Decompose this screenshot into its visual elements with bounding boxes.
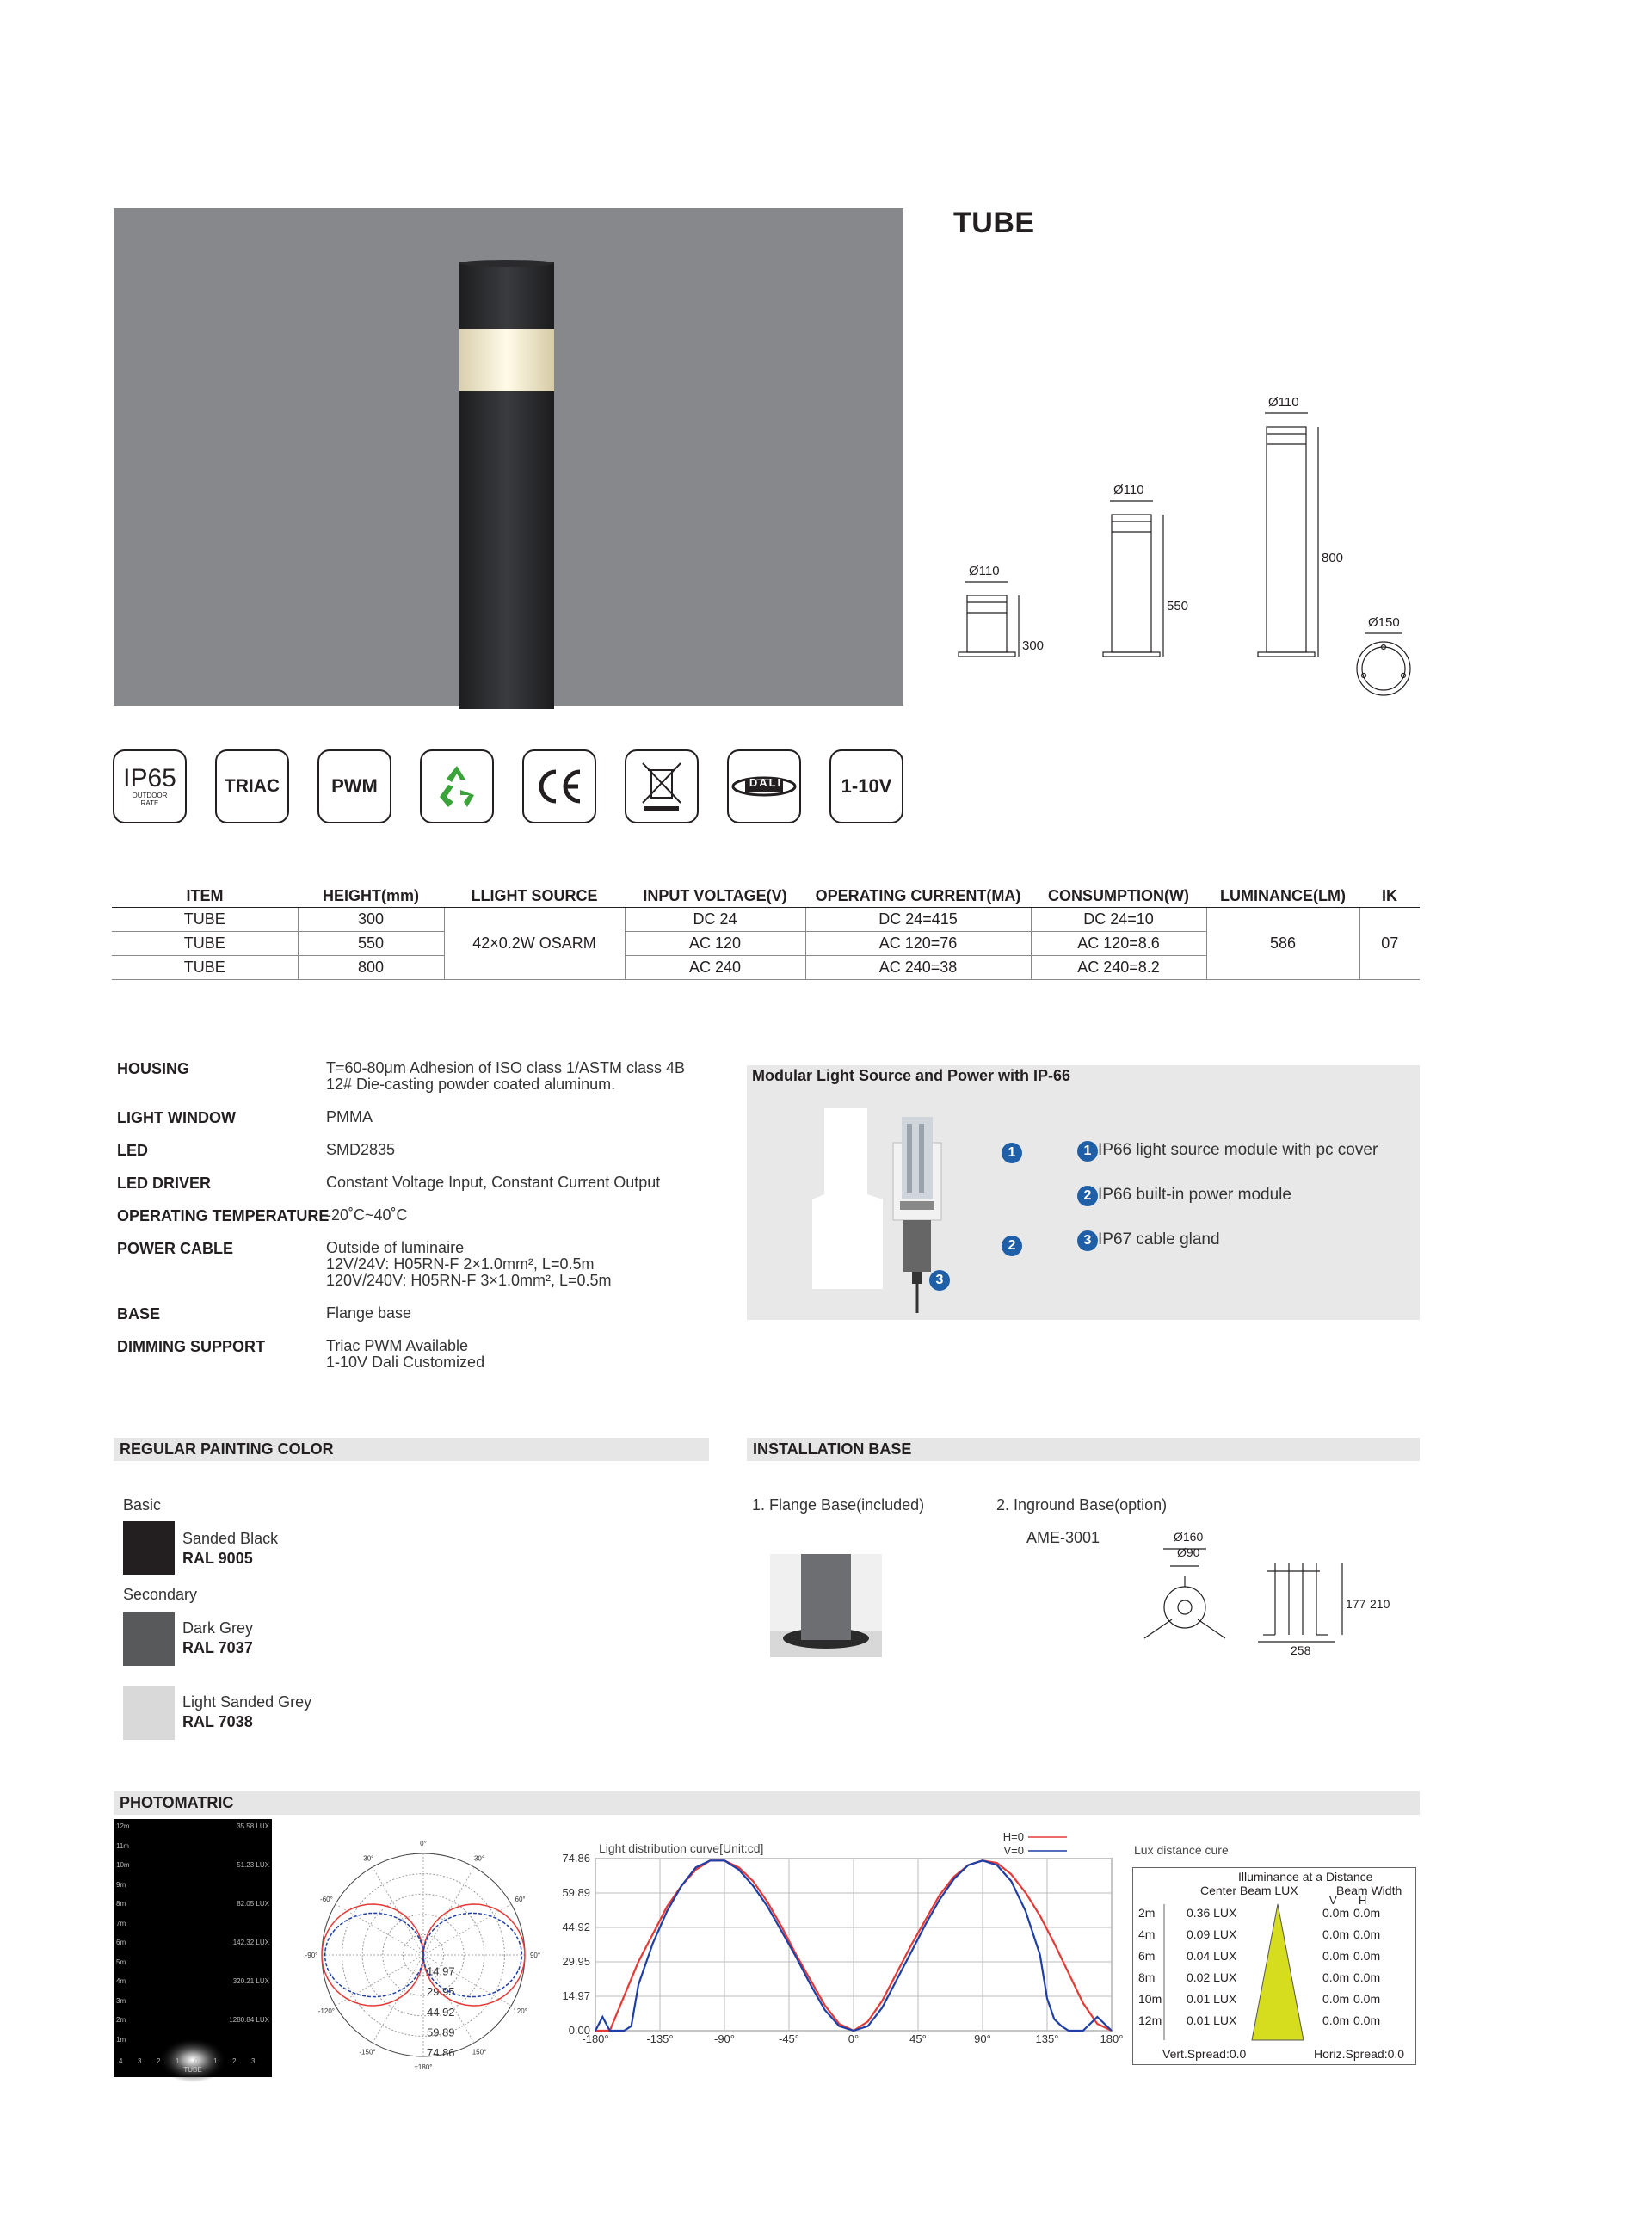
color-swatch-black xyxy=(123,1521,175,1575)
polar-ring-label: 74.86 xyxy=(427,2046,455,2059)
spec-value: Constant Voltage Input, Constant Current Output xyxy=(326,1174,661,1191)
col-item: ITEM xyxy=(112,885,298,908)
inground-model: AME-3001 xyxy=(1026,1529,1100,1546)
polar-angle-label: 120° xyxy=(513,2007,527,2015)
polar-spoke xyxy=(423,1904,511,1955)
isolux-x-label: 1 xyxy=(213,2057,218,2065)
module-panel xyxy=(747,1065,1420,1320)
isolux-row-label: 3m xyxy=(116,1996,126,2005)
polar-angle-label: -120° xyxy=(317,2007,336,2015)
polar-angle-label: -90° xyxy=(305,1952,318,1959)
spec-label: HOUSING xyxy=(117,1060,190,1077)
lux-head3: Beam Width xyxy=(1336,1884,1402,1897)
module-illustration xyxy=(798,1100,988,1315)
lux-row-value: 0.01 LUX xyxy=(1187,1992,1237,2006)
spec-label: OPERATING TEMPERATURE xyxy=(117,1207,330,1224)
chart-x-tick: -180° xyxy=(582,2032,609,2045)
lux-cone-svg xyxy=(1133,1868,1417,2066)
polar-ring-label: 29.95 xyxy=(427,1985,455,1999)
polar-chart xyxy=(303,1840,544,2071)
polar-spoke xyxy=(336,1955,423,2006)
chart-x-tick: 180° xyxy=(1100,2032,1124,2045)
painting-section-title: REGULAR PAINTING COLOR xyxy=(114,1438,709,1461)
polar-ring-label: 14.97 xyxy=(427,1964,455,1978)
dimension-drawings xyxy=(946,379,1463,723)
lux-distance-table xyxy=(1132,1867,1416,2065)
ce-mark-svg xyxy=(532,765,587,808)
lux-row-h: 0.0m xyxy=(1353,1927,1381,1941)
cell-current: AC 240=38 xyxy=(805,956,1031,980)
flange-base-image xyxy=(770,1554,882,1657)
col-current: OPERATING CURRENT(MA) xyxy=(805,885,1031,908)
isolux-x-label: 0 xyxy=(194,2057,199,2065)
spec-value: T=60-80μm Adhesion of ISO class 1/ASTM class 4B 12# Die-casting powder coated aluminum. xyxy=(326,1059,686,1093)
isolux-row-label: 10m xyxy=(116,1861,130,1869)
chart-x-tick: 135° xyxy=(1035,2032,1059,2045)
inground-w258: 258 xyxy=(1291,1643,1311,1657)
module-item-num: 1 xyxy=(1077,1141,1098,1162)
polar-angle-label: 150° xyxy=(472,2048,487,2056)
color-swatch-dark-grey xyxy=(123,1612,175,1666)
isolux-x-label: 4 xyxy=(119,2057,123,2065)
lux-row-distance: 10m xyxy=(1138,1992,1162,2006)
cell-height: 300 xyxy=(298,908,444,932)
chart-y-tick: 14.97 xyxy=(562,1989,590,2002)
cell-consumption: DC 24=10 xyxy=(1031,908,1206,932)
dim-base-diameter: Ø150 xyxy=(1368,615,1400,630)
lux-row-distance: 6m xyxy=(1138,1949,1156,1963)
spec-value: Triac PWM Available 1-10V Dali Customized xyxy=(326,1337,485,1371)
isolux-x-label: 1 xyxy=(176,2057,180,2065)
cell-voltage: AC 120 xyxy=(625,932,805,956)
pwm-label: PWM xyxy=(331,775,378,797)
module-badge-3: 3 xyxy=(929,1270,950,1291)
lux-row-v: 0.0m xyxy=(1322,1992,1350,2006)
polar-angle-label: ±180° xyxy=(414,2063,433,2071)
cell-luminance: 586 xyxy=(1206,908,1359,980)
onetoten-badge xyxy=(829,749,903,823)
chart-x-tick: -45° xyxy=(779,2032,799,2045)
isolux-row-label: 2m xyxy=(116,2016,126,2024)
ip65-sub: OUTDOOR RATE xyxy=(132,792,168,807)
chart-y-tick: 0.00 xyxy=(568,2024,590,2037)
spec-table xyxy=(112,885,1420,980)
polar-angle-label: 30° xyxy=(473,1854,485,1863)
product-photo xyxy=(114,208,903,706)
lux-row-h: 0.0m xyxy=(1353,2013,1381,2027)
inground-d160: Ø160 xyxy=(1174,1530,1204,1544)
lux-row-distance: 12m xyxy=(1138,2013,1162,2027)
cell-voltage: DC 24 xyxy=(625,908,805,932)
distribution-svg xyxy=(559,1829,1124,2079)
distribution-chart xyxy=(559,1829,1124,2079)
photometric-section-title: PHOTOMATRIC xyxy=(114,1791,1420,1815)
bollard-image xyxy=(114,208,903,706)
col-ik: IK xyxy=(1359,885,1420,908)
module-badge-2: 2 xyxy=(1002,1236,1022,1256)
module-item-text: IP67 cable gland xyxy=(1098,1230,1220,1249)
onetoten-label: 1-10V xyxy=(841,775,892,797)
drawings-svg xyxy=(946,379,1463,723)
pwm-badge xyxy=(317,749,391,823)
dim-diameter-550: Ø110 xyxy=(1113,483,1144,497)
lux-row-v: 0.0m xyxy=(1322,1949,1350,1963)
triac-badge xyxy=(215,749,289,823)
weee-bin-svg xyxy=(638,760,686,813)
isolux-x-label: 2 xyxy=(157,2057,161,2065)
cell-current: AC 120=76 xyxy=(805,932,1031,956)
lux-row-value: 0.04 LUX xyxy=(1187,1949,1237,1963)
chart-x-tick: 0° xyxy=(848,2032,860,2045)
spec-label: BASE xyxy=(117,1305,161,1323)
spec-value: PMMA xyxy=(326,1108,373,1125)
installation-section-title: INSTALLATION BASE xyxy=(747,1438,1420,1461)
isolux-lux-label: 35.58 LUX xyxy=(237,1822,269,1830)
lux-row-v: 0.0m xyxy=(1322,1970,1350,1984)
col-consumption: CONSUMPTION(W) xyxy=(1031,885,1206,908)
color-swatch-light-grey xyxy=(123,1686,175,1740)
color-name: Light Sanded Grey xyxy=(182,1693,312,1711)
isolux-x-label: 2 xyxy=(232,2057,237,2065)
polar-angle-label: 90° xyxy=(529,1952,541,1959)
lux-row-v: 0.0m xyxy=(1322,2013,1350,2027)
spec-table-header xyxy=(112,885,1420,908)
dali-label: DALI xyxy=(749,776,783,789)
color-code: RAL 9005 xyxy=(182,1550,253,1567)
isolux-row-label: 6m xyxy=(116,1939,126,1946)
lux-row-h: 0.0m xyxy=(1353,1970,1381,1984)
polar-svg xyxy=(303,1840,544,2071)
cell-ik: 07 xyxy=(1359,908,1420,980)
chart-y-tick: 44.92 xyxy=(562,1921,590,1933)
lux-head1: Illuminance at a Distance xyxy=(1238,1870,1373,1884)
page-title: TUBE xyxy=(953,207,1035,239)
recycle-icon xyxy=(420,749,494,823)
spec-value: Flange base xyxy=(326,1304,412,1322)
lux-head-h: H xyxy=(1359,1894,1367,1907)
inground-h177: 177 xyxy=(1346,1597,1366,1611)
isolux-x-label: 3 xyxy=(138,2057,142,2065)
isolux-lux-label: 51.23 LUX xyxy=(237,1861,269,1869)
isolux-lux-label: 1280.84 LUX xyxy=(229,2016,269,2024)
flange-base-label: 1. Flange Base(included) xyxy=(752,1496,925,1514)
lux-row-distance: 2m xyxy=(1138,1906,1156,1920)
inground-d90: Ø90 xyxy=(1177,1545,1200,1559)
isolux-lux-label: 320.21 LUX xyxy=(232,1977,269,1985)
ip65-label: IP65 xyxy=(123,764,176,792)
module-item-num: 2 xyxy=(1077,1186,1098,1206)
spec-value: SMD2835 xyxy=(326,1141,396,1158)
lux-row-value: 0.36 LUX xyxy=(1187,1906,1237,1920)
lux-row-v: 0.0m xyxy=(1322,1906,1350,1920)
chart-y-tick: 59.89 xyxy=(562,1886,590,1899)
col-light-source: LLIGHT SOURCE xyxy=(444,885,625,908)
dim-diameter-300: Ø110 xyxy=(969,564,1000,578)
lux-row-value: 0.09 LUX xyxy=(1187,1927,1237,1941)
lux-row-distance: 8m xyxy=(1138,1970,1156,1984)
isolux-row-label: 7m xyxy=(116,1919,126,1927)
chart-x-tick: 45° xyxy=(909,2032,927,2045)
isolux-row-label: 1m xyxy=(116,2035,126,2044)
cell-current: DC 24=415 xyxy=(805,908,1031,932)
module-badge-1: 1 xyxy=(1002,1143,1022,1163)
cell-voltage: AC 240 xyxy=(625,956,805,980)
spec-label: LED DRIVER xyxy=(117,1175,212,1192)
spec-label: LIGHT WINDOW xyxy=(117,1109,236,1126)
cell-item: TUBE xyxy=(112,908,298,932)
dali-badge xyxy=(727,749,801,823)
isolux-lux-label: 82.05 LUX xyxy=(237,1900,269,1908)
isolux-row-label: 11m xyxy=(116,1841,129,1850)
color-name: Sanded Black xyxy=(182,1530,279,1547)
spec-value: -20˚C~40˚C xyxy=(326,1206,408,1224)
dim-diameter-800: Ø110 xyxy=(1268,395,1299,410)
polar-angle-label: -60° xyxy=(320,1896,333,1903)
isolux-row-label: 8m xyxy=(116,1900,126,1908)
cell-consumption: AC 120=8.6 xyxy=(1031,932,1206,956)
color-code: RAL 7038 xyxy=(182,1713,253,1730)
dim-height-800: 800 xyxy=(1322,551,1344,565)
isolux-row-label: 12m xyxy=(116,1822,130,1830)
isolux-row-label: 9m xyxy=(116,1880,126,1889)
isolux-lux-label: 142.32 LUX xyxy=(232,1939,269,1946)
col-voltage: INPUT VOLTAGE(V) xyxy=(625,885,805,908)
chart-y-tick: 29.95 xyxy=(562,1955,590,1968)
lux-row-v: 0.0m xyxy=(1322,1927,1350,1941)
module-item-2 xyxy=(1077,1186,1291,1206)
lux-horiz-spread: Horiz.Spread:0.0 xyxy=(1314,2047,1405,2061)
lux-row-value: 0.02 LUX xyxy=(1187,1970,1237,1984)
triac-label: TRIAC xyxy=(224,776,280,796)
spec-label: POWER CABLE xyxy=(117,1240,233,1257)
spec-label: LED xyxy=(117,1142,148,1159)
inground-h210: 210 xyxy=(1370,1597,1390,1611)
lux-row-value: 0.01 LUX xyxy=(1187,2013,1237,2027)
chart-x-tick: -135° xyxy=(646,2032,674,2045)
table-row xyxy=(112,908,1420,932)
chart-legend-label: V=0 xyxy=(1003,1844,1024,1857)
dim-height-300: 300 xyxy=(1022,638,1045,653)
isolux-row-label: 5m xyxy=(116,1958,126,1966)
chart-x-tick: 90° xyxy=(974,2032,991,2045)
polar-angle-label: -30° xyxy=(361,1854,374,1863)
chart-y-tick: 74.86 xyxy=(562,1852,590,1865)
painting-basic-label: Basic xyxy=(123,1496,162,1514)
weee-bin-icon xyxy=(625,749,699,823)
lux-row-h: 0.0m xyxy=(1353,1992,1381,2006)
cell-height: 550 xyxy=(298,932,444,956)
lux-row-distance: 4m xyxy=(1138,1927,1156,1941)
isolux-svg xyxy=(114,1819,272,2077)
polar-ring-label: 44.92 xyxy=(427,2005,455,2019)
polar-angle-label: 60° xyxy=(515,1896,526,1903)
ip65-badge xyxy=(113,749,187,823)
module-item-num: 3 xyxy=(1077,1230,1098,1251)
polar-ring-label: 59.89 xyxy=(427,2026,455,2039)
cell-height: 800 xyxy=(298,956,444,980)
recycle-icon-svg xyxy=(431,761,483,812)
polar-spoke xyxy=(336,1904,423,1955)
cell-consumption: AC 240=8.2 xyxy=(1031,956,1206,980)
isolux-name: TUBE xyxy=(183,2066,202,2074)
lux-row-h: 0.0m xyxy=(1353,1906,1381,1920)
module-title: Modular Light Source and Power with IP-66 xyxy=(752,1067,1071,1084)
lux-head-v: V xyxy=(1329,1894,1337,1907)
polar-angle-label: 0° xyxy=(420,1840,427,1847)
inground-base-label: 2. Inground Base(option) xyxy=(996,1496,1168,1514)
cell-light-source: 42×0.2W OSARM xyxy=(444,908,625,980)
ce-mark-icon xyxy=(522,749,596,823)
lux-head2: Center Beam LUX xyxy=(1200,1884,1298,1897)
module-item-1 xyxy=(1077,1141,1378,1162)
chart-x-tick: -90° xyxy=(714,2032,735,2045)
polar-angle-label: -150° xyxy=(359,2048,376,2056)
painting-secondary-label: Secondary xyxy=(123,1586,198,1603)
spec-label: DIMMING SUPPORT xyxy=(117,1338,266,1355)
col-luminance: LUMINANCE(LM) xyxy=(1206,885,1359,908)
dim-height-550: 550 xyxy=(1167,599,1189,614)
lux-row-h: 0.0m xyxy=(1353,1949,1381,1963)
color-name: Dark Grey xyxy=(182,1619,254,1637)
col-height: HEIGHT(mm) xyxy=(298,885,444,908)
chart-title: Light distribution curve[Unit:cd] xyxy=(599,1841,764,1855)
isolux-row-label: 4m xyxy=(116,1977,126,1985)
isolux-panel xyxy=(114,1819,272,2077)
lux-vert-spread: Vert.Spread:0.0 xyxy=(1162,2047,1247,2061)
spec-value: Outside of luminaire 12V/24V: H05RN-F 2×1.0mm², L=0.5m 120V/240V: H05RN-F 3×1.0mm², L=0.5m xyxy=(326,1239,612,1289)
color-code: RAL 7037 xyxy=(182,1639,253,1656)
module-item-3 xyxy=(1077,1230,1220,1251)
module-item-text: IP66 light source module with pc cover xyxy=(1098,1141,1378,1159)
lux-table-title: Lux distance cure xyxy=(1134,1843,1229,1857)
cell-item: TUBE xyxy=(112,956,298,980)
chart-legend-label: H=0 xyxy=(1002,1830,1024,1843)
module-item-text: IP66 built-in power module xyxy=(1098,1186,1291,1204)
cell-item: TUBE xyxy=(112,932,298,956)
isolux-x-label: 3 xyxy=(251,2057,256,2065)
